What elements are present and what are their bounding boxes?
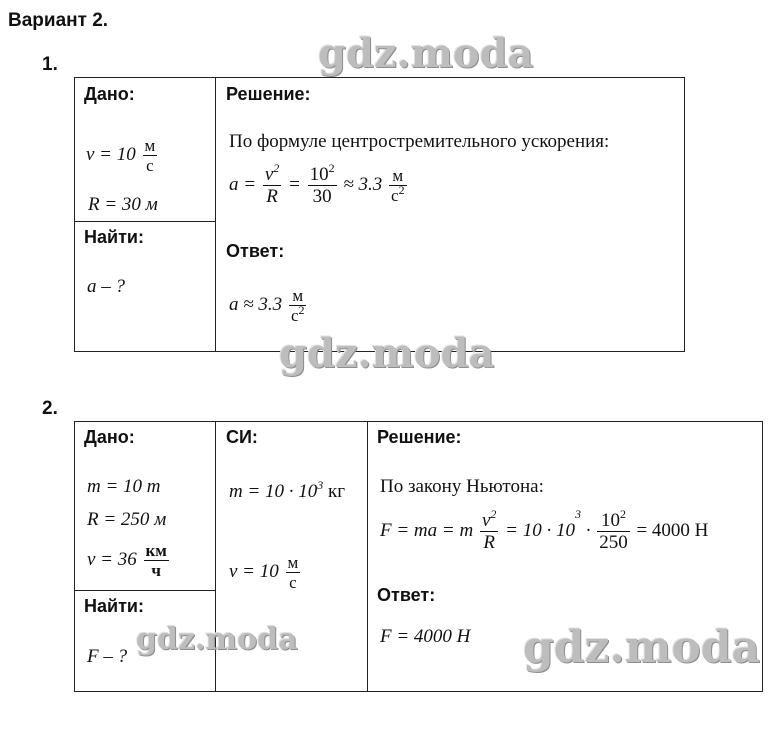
formula-dot: · bbox=[585, 519, 591, 541]
formula-lhs: F = ma = m bbox=[380, 519, 474, 541]
formula-fraction-numbers bbox=[308, 161, 337, 207]
problem2-row-divider bbox=[74, 590, 216, 591]
problem1-solution-text: По формуле центростремительного ускорения: bbox=[229, 131, 610, 152]
unit-denominator: c bbox=[289, 573, 297, 592]
unit-numerator: м bbox=[287, 553, 299, 572]
answer-value: a ≈ 3.3 bbox=[229, 293, 283, 315]
formula-fraction-v2-over-r bbox=[480, 507, 498, 553]
problem2-column-divider-2 bbox=[367, 421, 368, 692]
formula-result: = 4000 Н bbox=[636, 519, 709, 541]
formula-approx-result: ≈ 3.3 bbox=[343, 173, 383, 195]
watermark-bottom-right: gdz.moda bbox=[523, 622, 761, 673]
problem1-given-velocity-unit bbox=[143, 136, 158, 175]
formula-fraction-v2-over-r bbox=[263, 161, 281, 207]
si-velocity-unit bbox=[286, 553, 301, 592]
problem2-given-label: Дано: bbox=[84, 427, 135, 447]
problem1-given-label: Дано: bbox=[84, 84, 135, 104]
fraction-denominator: 30 bbox=[312, 186, 332, 207]
unit-numerator: м bbox=[289, 286, 307, 306]
fraction-numerator: $10^2$ bbox=[597, 510, 630, 532]
fraction-numerator: $10^2$ bbox=[309, 161, 335, 185]
unit-denominator: c bbox=[146, 156, 154, 175]
unit-numerator: м bbox=[389, 166, 407, 186]
unit-numerator: км bbox=[145, 541, 167, 560]
given-velocity-value: v = 36 bbox=[87, 548, 137, 570]
fraction-numerator-base: 10 bbox=[600, 510, 620, 531]
problem2-solution-label: Решение: bbox=[377, 427, 462, 447]
unit-denominator-base: c bbox=[391, 186, 399, 205]
watermark-top: gdz.moda bbox=[318, 30, 534, 77]
problem1-answer bbox=[229, 286, 308, 325]
problem1-find-value: a – ? bbox=[87, 276, 125, 297]
si-mass-unit: кг bbox=[328, 481, 346, 502]
fraction-denominator: 250 bbox=[599, 532, 628, 553]
watermark-middle: gdz.moda bbox=[279, 330, 495, 377]
problem2-formula: F = ma = m $\frac{v^2}{R}$ = $10 \cdot 10^3$ · $\frac{10^2}{250}$ = 4000 Н bbox=[380, 507, 709, 553]
formula-lhs: a = bbox=[229, 173, 257, 195]
si-velocity-value: v = 10 bbox=[229, 560, 279, 582]
variant-title: Вариант 2. bbox=[8, 10, 109, 31]
problem2-solution-text: По закону Ньютона: bbox=[380, 476, 544, 497]
fraction-numerator: $v^2$ bbox=[264, 161, 280, 185]
problem2-given-radius: R = 250 м bbox=[87, 509, 167, 530]
fraction-denominator: R bbox=[266, 186, 278, 207]
unit-denominator: $c^2$ bbox=[290, 303, 305, 325]
problem2-find-label: Найти: bbox=[84, 596, 144, 616]
problem2-si-velocity bbox=[229, 553, 302, 592]
fraction-numerator-base: 10 bbox=[309, 164, 329, 185]
fraction-denominator: R bbox=[483, 532, 495, 553]
unit-denominator-base: c bbox=[290, 306, 299, 325]
fraction-numerator: $v^2$ bbox=[481, 507, 497, 531]
problem1-given-radius: R = 30 м bbox=[88, 194, 158, 215]
problem2-answer: F = 4000 Н bbox=[380, 626, 471, 647]
problem1-row-divider bbox=[74, 221, 216, 222]
formula-equals: = bbox=[288, 173, 301, 195]
unit-numerator: м bbox=[144, 136, 156, 155]
problem2-find-value: F – ? bbox=[87, 646, 128, 667]
formula-middle: = 10 · 10 bbox=[505, 519, 575, 541]
unit-denominator: $c^2$ bbox=[391, 183, 405, 205]
watermark-small: gdz.moda bbox=[136, 622, 298, 657]
problem1-formula bbox=[229, 161, 409, 207]
answer-unit bbox=[289, 286, 307, 325]
problem1-given-velocity-value: v = 10 bbox=[86, 143, 136, 165]
problem1-solution-label: Решение: bbox=[226, 84, 311, 104]
problem2-si-mass: $m = 10 \cdot 10^3$ кг bbox=[229, 478, 346, 502]
problem1-given-velocity bbox=[86, 136, 159, 175]
given-velocity-unit bbox=[144, 541, 169, 580]
problem2-answer-label: Ответ: bbox=[377, 585, 436, 605]
formula-fraction-numbers bbox=[597, 507, 630, 553]
unit-denominator: ч bbox=[151, 561, 161, 580]
problem1-number: 1. bbox=[42, 54, 58, 75]
problem2-number: 2. bbox=[42, 398, 58, 419]
problem1-answer-label: Ответ: bbox=[226, 241, 285, 261]
problem2-given-mass: m = 10 т bbox=[87, 476, 161, 497]
problem1-table bbox=[74, 77, 685, 352]
problem2-given-velocity bbox=[87, 541, 171, 580]
problem1-find-label: Найти: bbox=[84, 227, 144, 247]
problem1-column-divider bbox=[215, 77, 216, 352]
formula-unit bbox=[389, 166, 407, 205]
si-mass-value: m = 10 · 10 bbox=[229, 481, 318, 502]
problem2-si-label: СИ: bbox=[226, 427, 258, 447]
